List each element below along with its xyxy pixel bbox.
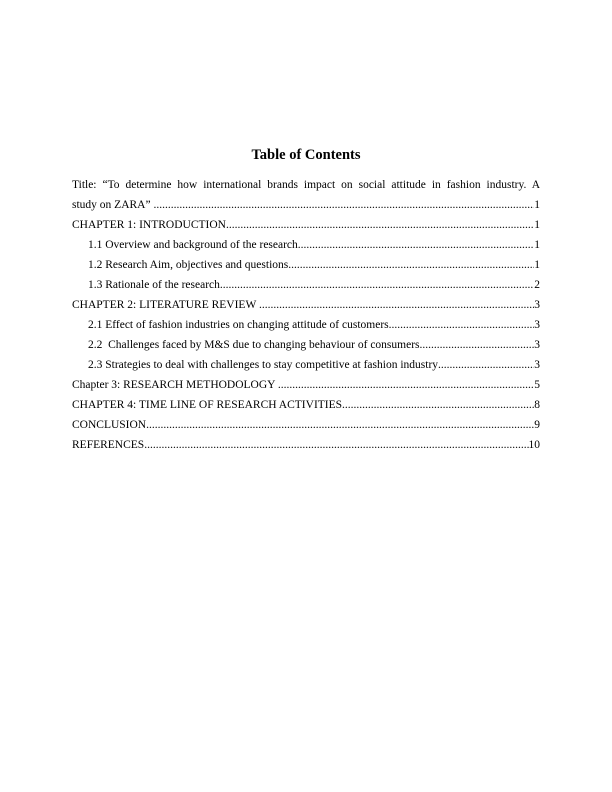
toc-entry-text: 2.3 Strategies to deal with challenges to stay competitive at fashion industry xyxy=(88,359,439,371)
dot-leader xyxy=(153,195,534,215)
toc-page-number: 1 xyxy=(534,259,540,271)
toc-entry-chapter-1[interactable] xyxy=(72,215,540,235)
dot-leader xyxy=(298,235,534,255)
dot-leader xyxy=(146,415,534,435)
dot-leader xyxy=(226,215,534,235)
toc-page-number: 9 xyxy=(534,419,540,431)
toc-entry-text: 1.1 Overview and background of the research xyxy=(88,239,298,251)
toc-entry-text: 2.2 Challenges faced by M&S due to changing behaviour of consumers xyxy=(88,339,420,351)
toc-entry-conclusion[interactable] xyxy=(72,415,540,435)
toc-entry-text: CHAPTER 2: LITERATURE REVIEW xyxy=(72,299,259,311)
toc-entry-references[interactable] xyxy=(72,435,540,455)
dot-leader xyxy=(438,355,534,375)
toc-entry-1-3[interactable] xyxy=(72,275,540,295)
toc-entry-chapter-2[interactable] xyxy=(72,295,540,315)
toc-entry-text: 1.3 Rationale of the research xyxy=(88,279,220,291)
dot-leader xyxy=(144,435,528,455)
toc-entry-text: study on ZARA” xyxy=(72,199,154,211)
toc-page-number: 3 xyxy=(534,359,540,371)
dot-leader xyxy=(342,395,534,415)
toc-entry-text: 1.2 Research Aim, objectives and questions xyxy=(88,259,289,271)
toc-page-number: 1 xyxy=(534,219,540,231)
toc-entry-1-2[interactable] xyxy=(72,255,540,275)
dot-leader xyxy=(389,315,535,335)
toc-entry-chapter-3[interactable] xyxy=(72,375,540,395)
toc-heading: Table of Contents xyxy=(251,147,361,163)
dot-leader xyxy=(278,375,534,395)
dot-leader xyxy=(288,255,534,275)
toc-entry-text: CHAPTER 1: INTRODUCTION xyxy=(72,219,226,231)
toc-entry-2-2[interactable] xyxy=(72,335,540,355)
toc-list xyxy=(72,175,540,455)
toc-entry-2-1[interactable] xyxy=(72,315,540,335)
toc-entry-1-1[interactable] xyxy=(72,235,540,255)
toc-entry-text: 2.1 Effect of fashion industries on changing attitude of customers xyxy=(88,319,389,331)
toc-page-number: 3 xyxy=(534,299,540,311)
toc-entry-title[interactable] xyxy=(72,175,540,215)
toc-page-number: 8 xyxy=(534,399,540,411)
dot-leader xyxy=(420,335,535,355)
toc-page-number: 2 xyxy=(534,279,540,291)
toc-page-number: 3 xyxy=(534,319,540,331)
toc-entry-chapter-4[interactable] xyxy=(72,395,540,415)
toc-entry-text: CHAPTER 4: TIME LINE OF RESEARCH ACTIVITIES xyxy=(72,399,343,411)
toc-entry-2-3[interactable] xyxy=(72,355,540,375)
toc-page-number: 3 xyxy=(534,339,540,351)
toc-entry-text: REFERENCES xyxy=(72,439,145,451)
toc-page-number: 5 xyxy=(534,379,540,391)
dot-leader xyxy=(259,295,534,315)
dot-leader xyxy=(220,275,534,295)
toc-entry-text-line1: Title: “To determine how international brands impact on social attitude in fashion industry. A xyxy=(72,179,540,191)
toc-page-number: 1 xyxy=(534,239,540,251)
toc-entry-text: CONCLUSION xyxy=(72,419,147,431)
toc-page-number: 10 xyxy=(528,439,540,451)
toc-entry-text: Chapter 3: RESEARCH METHODOLOGY xyxy=(72,379,278,391)
toc-page-number: 1 xyxy=(534,199,540,211)
